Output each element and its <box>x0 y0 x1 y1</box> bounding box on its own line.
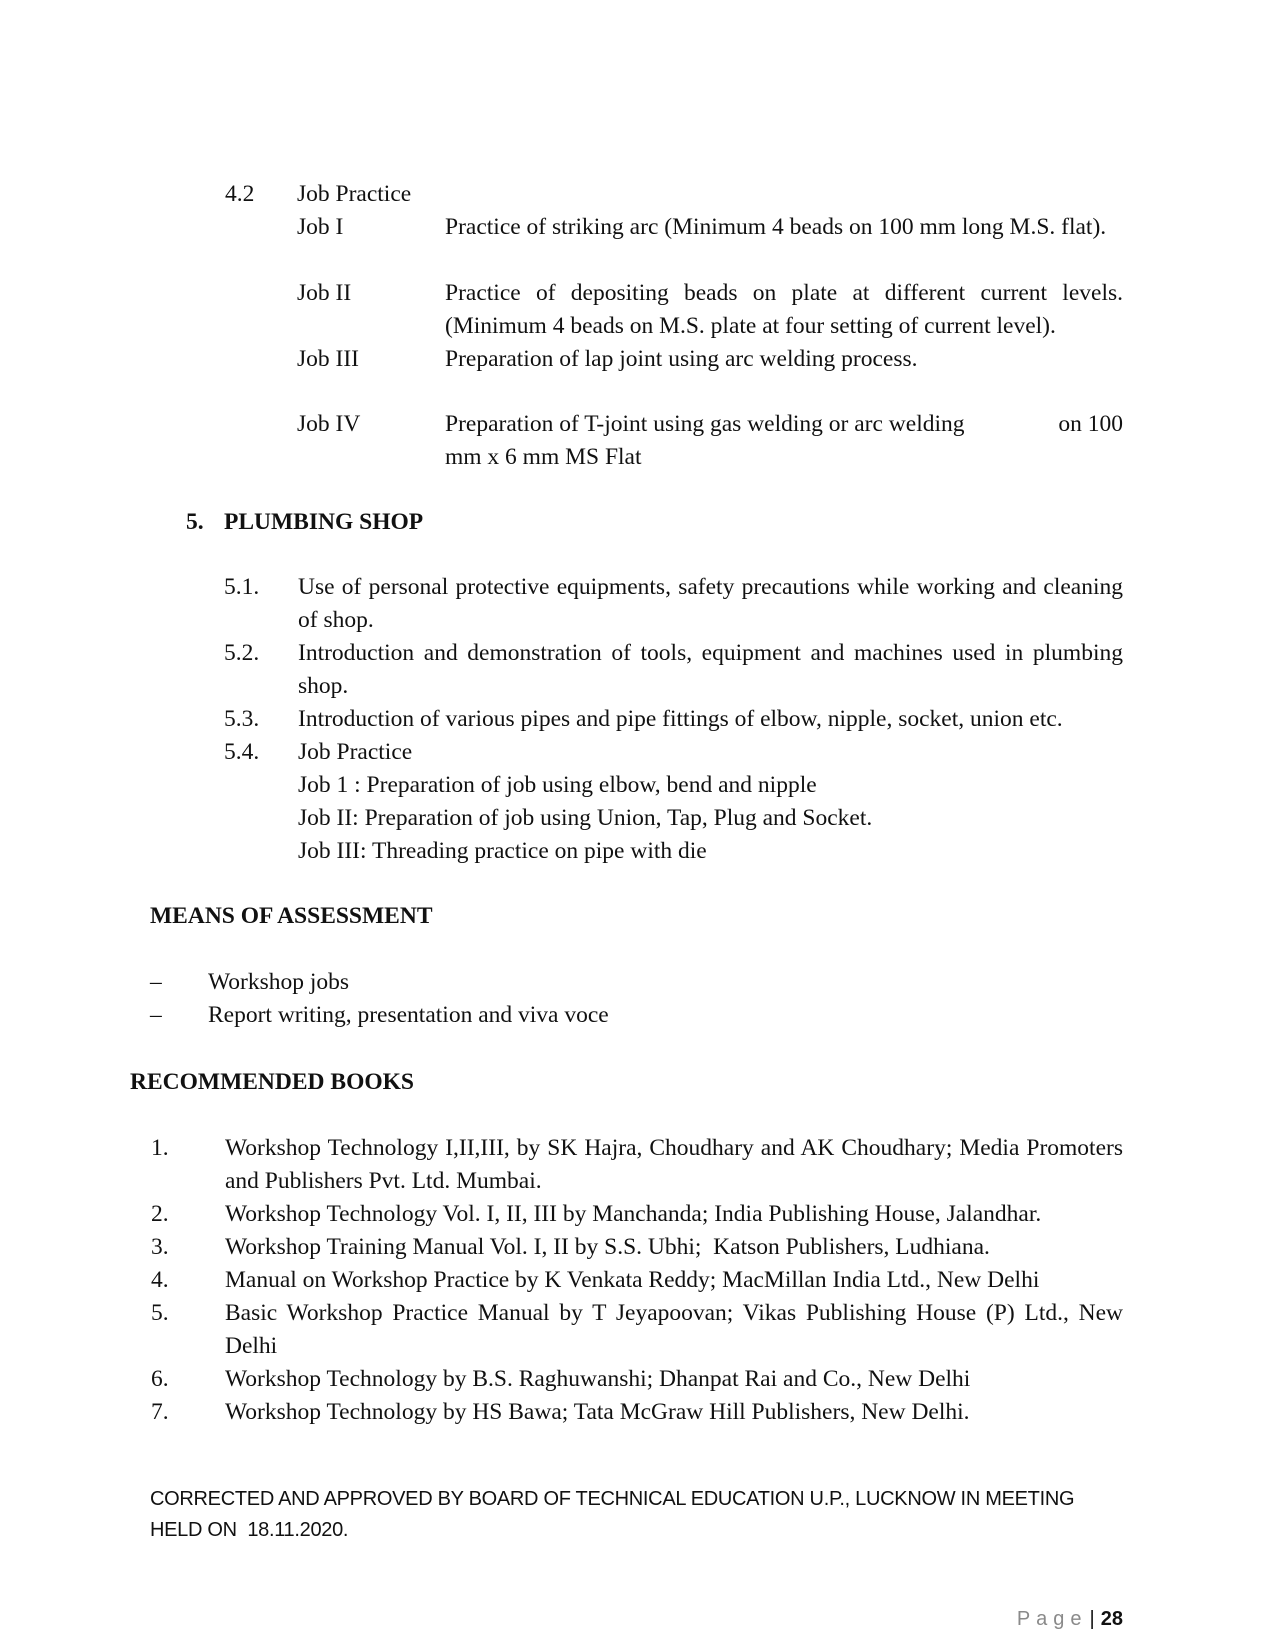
item-text: Introduction of various pipes and pipe fittings of elbow, nipple, socket, union etc. <box>298 706 1063 732</box>
section-4-2-heading <box>225 178 1125 211</box>
job-label: Job I <box>297 214 344 240</box>
job-description: Practice of depositing beads on plate at different current levels. (Minimum 4 beads on M.S. plate at four setting of current level). <box>445 280 1123 339</box>
job-description: Preparation of lap joint using arc welding process. <box>445 346 918 372</box>
job-description: Preparation of T-joint using gas welding or arc welding on 100 mm x 6 mm MS Flat <box>445 411 1123 470</box>
job-label: Job IV <box>297 411 361 437</box>
dash-bullet-icon: – <box>150 969 162 995</box>
job-item <box>297 408 1123 474</box>
approval-note-line1: CORRECTED AND APPROVED BY BOARD OF TECHNICAL EDUCATION U.P., LUCKNOW IN MEETING <box>150 1488 1075 1510</box>
item-number: 5.2. <box>224 640 260 666</box>
book-number: 2. <box>151 1201 169 1227</box>
plumbing-job: Job II: Preparation of job using Union, Tap, Plug and Socket. <box>298 805 873 831</box>
plumbing-item <box>224 703 1123 736</box>
book-item <box>151 1231 1123 1264</box>
section-title: PLUMBING SHOP <box>224 509 424 535</box>
item-number: 5.1. <box>224 574 260 600</box>
book-item <box>151 1198 1123 1231</box>
assessment-text: Workshop jobs <box>208 969 350 995</box>
approval-note-line2: HELD ON 18.11.2020. <box>150 1519 349 1541</box>
page-separator: | <box>1089 1608 1095 1630</box>
job-label: Job III <box>297 346 359 372</box>
book-text: Workshop Training Manual Vol. I, II by S.S. Ubhi; Katson Publishers, Ludhiana. <box>225 1234 990 1260</box>
page-footer <box>1017 1608 1123 1631</box>
book-text: Workshop Technology by B.S. Raghuwanshi; Dhanpat Rai and Co., New Delhi <box>225 1366 971 1392</box>
book-item <box>151 1297 1123 1363</box>
assessment-item <box>150 966 850 999</box>
job-item <box>297 343 1123 376</box>
book-item <box>151 1264 1123 1297</box>
plumbing-item <box>224 637 1123 703</box>
job-item <box>297 211 1123 244</box>
item-number: 5.3. <box>224 706 260 732</box>
section-title: Job Practice <box>297 181 412 207</box>
plumbing-job: Job 1 : Preparation of job using elbow, bend and nipple <box>298 772 817 798</box>
item-text: Use of personal protective equipments, safety precautions while working and cleaning of shop. <box>298 574 1123 633</box>
item-text: Job Practice <box>298 739 413 765</box>
dash-bullet-icon: – <box>150 1002 162 1028</box>
section-number: 4.2 <box>225 181 255 207</box>
assessment-item <box>150 999 850 1032</box>
section-number: 5. <box>186 509 204 535</box>
plumbing-item <box>224 736 1123 769</box>
book-number: 4. <box>151 1267 169 1293</box>
job-label: Job II <box>297 280 352 306</box>
book-item <box>151 1132 1123 1198</box>
job-item <box>297 277 1123 343</box>
page-number: 28 <box>1100 1608 1123 1630</box>
book-number: 7. <box>151 1399 169 1425</box>
book-text: Basic Workshop Practice Manual by T Jeyapoovan; Vikas Publishing House (P) Ltd., New Delhi <box>225 1300 1123 1359</box>
book-text: Workshop Technology I,II,III, by SK Hajra, Choudhary and AK Choudhary; Media Promoters and Publishers Pvt. Ltd. Mumbai. <box>225 1135 1123 1194</box>
book-number: 5. <box>151 1300 169 1326</box>
book-number: 1. <box>151 1135 169 1161</box>
book-number: 6. <box>151 1366 169 1392</box>
item-text: Introduction and demonstration of tools, equipment and machines used in plumbing shop. <box>298 640 1123 699</box>
plumbing-job: Job III: Threading practice on pipe with die <box>298 838 707 864</box>
book-text: Manual on Workshop Practice by K Venkata Reddy; MacMillan India Ltd., New Delhi <box>225 1267 1040 1293</box>
section-5-heading <box>186 506 786 539</box>
approval-note <box>150 1484 1130 1546</box>
book-text: Workshop Technology by HS Bawa; Tata McGraw Hill Publishers, New Delhi. <box>225 1399 970 1425</box>
item-number: 5.4. <box>224 739 260 765</box>
page-label: Page <box>1016 1608 1088 1630</box>
book-number: 3. <box>151 1234 169 1260</box>
job-description: Practice of striking arc (Minimum 4 beads on 100 mm long M.S. flat). <box>445 214 1107 240</box>
books-heading: RECOMMENDED BOOKS <box>130 1069 414 1095</box>
book-item <box>151 1363 1123 1396</box>
book-item <box>151 1396 1123 1429</box>
book-text: Workshop Technology Vol. I, II, III by Manchanda; India Publishing House, Jalandhar. <box>225 1201 1042 1227</box>
assessment-text: Report writing, presentation and viva voce <box>208 1002 609 1028</box>
plumbing-item <box>224 571 1123 637</box>
assessment-heading: MEANS OF ASSESSMENT <box>150 903 433 929</box>
